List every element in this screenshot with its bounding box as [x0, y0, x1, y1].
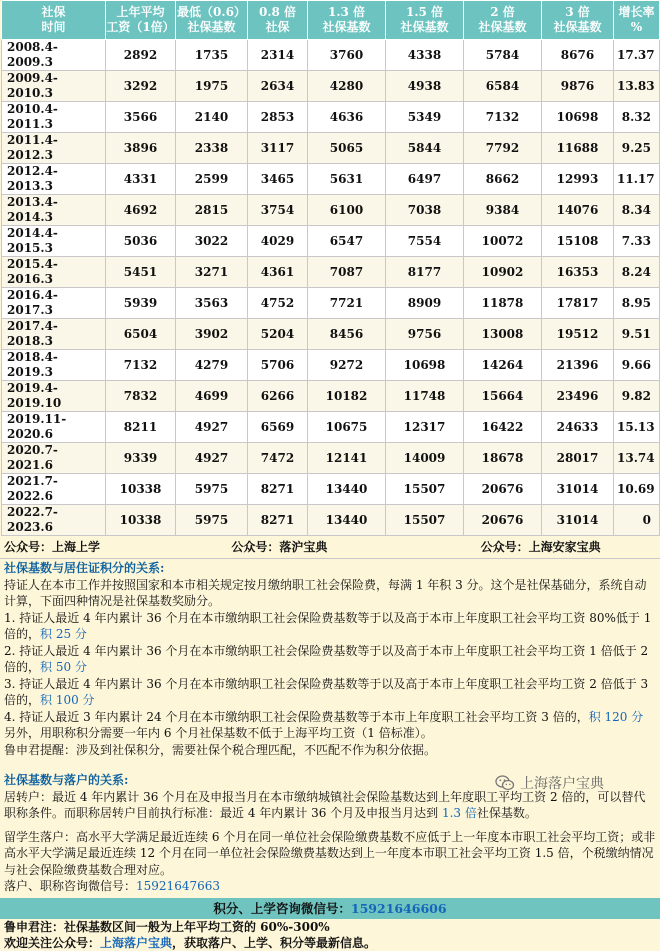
table-cell: 13.83	[614, 71, 660, 102]
table-cell: 20676	[464, 474, 542, 505]
table-cell: 8909	[386, 288, 464, 319]
table-cell: 23496	[542, 381, 614, 412]
table-cell: 2314	[248, 40, 308, 71]
table-cell: 5784	[464, 40, 542, 71]
table-cell: 9.66	[614, 350, 660, 381]
table-cell: 4752	[248, 288, 308, 319]
table-cell: 15507	[386, 474, 464, 505]
points-item-2-score: 积 50 分	[40, 660, 87, 674]
table-cell: 2017.4-2018.3	[2, 319, 106, 350]
table-cell: 14009	[386, 443, 464, 474]
table-cell: 10072	[464, 226, 542, 257]
table-cell: 3022	[176, 226, 248, 257]
table-cell: 4927	[176, 412, 248, 443]
table-cell: 2019.4-2019.10	[2, 381, 106, 412]
table-cell: 2011.4-2012.3	[2, 133, 106, 164]
table-cell: 19512	[542, 319, 614, 350]
table-cell: 2599	[176, 164, 248, 195]
table-row	[2, 350, 660, 381]
table-cell: 2815	[176, 195, 248, 226]
table-cell: 3566	[106, 102, 176, 133]
table-cell: 2010.4-2011.3	[2, 102, 106, 133]
table-cell: 9.51	[614, 319, 660, 350]
column-header: 社保 时间	[2, 1, 106, 40]
table-cell: 7038	[386, 195, 464, 226]
watermark-text: 上海落户宝典	[520, 776, 604, 792]
table-cell: 10338	[106, 505, 176, 536]
table-cell: 11748	[386, 381, 464, 412]
table-cell: 2009.4-2010.3	[2, 71, 106, 102]
table-cell: 2853	[248, 102, 308, 133]
table-cell: 4938	[386, 71, 464, 102]
table-cell: 4692	[106, 195, 176, 226]
table-cell: 8662	[464, 164, 542, 195]
table-cell: 4280	[308, 71, 386, 102]
table-cell: 2020.7-2021.6	[2, 443, 106, 474]
points-item-4-score: 积 120 分	[588, 709, 644, 724]
column-header: 上年平均 工资（1倍）	[106, 1, 176, 40]
hukou-overseas-student: 留学生落户：高水平大学满足最近连续 6 个月在同一单位社会保险缴费基数不应低于上一年度本市职工社会平均工资；或非高水平大学满足最近连续 12 个月在同一单位社会保险缴费基数达到上一年度本市职工社会平均工资 1.5 倍，个税缴纳情况与社会保险缴费基数合理对应。	[4, 829, 656, 877]
table-cell: 2018.4-2019.3	[2, 350, 106, 381]
table-cell: 2016.4-2017.3	[2, 288, 106, 319]
table-cell: 5204	[248, 319, 308, 350]
table-cell: 10698	[542, 102, 614, 133]
table-cell: 14076	[542, 195, 614, 226]
table-row	[2, 195, 660, 226]
points-tip: 鲁申君提醒：涉及到社保积分，需要社保个税合理匹配，不匹配不作为积分依据。	[4, 742, 437, 757]
table-cell: 3292	[106, 71, 176, 102]
table-cell: 2012.4-2013.3	[2, 164, 106, 195]
table-cell: 6584	[464, 71, 542, 102]
table-cell: 17.37	[614, 40, 660, 71]
table-cell: 10182	[308, 381, 386, 412]
footer-account-name: 上海落户宝典	[100, 935, 173, 950]
table-cell: 5451	[106, 257, 176, 288]
points-intro: 持证人在本市工作并按照国家和本市相关规定按月缴纳职工社会保险费，每满 1 年积 3 分。这个是社保基础分，系统自动计算，下面四种情况是社保基数奖励分。	[4, 577, 647, 608]
table-cell: 6100	[308, 195, 386, 226]
consult-banner: 积分、上学咨询微信号：15921646606	[0, 898, 660, 919]
table-cell: 5065	[308, 133, 386, 164]
table-cell: 3271	[176, 257, 248, 288]
table-cell: 2015.4-2016.3	[2, 257, 106, 288]
table-cell: 4361	[248, 257, 308, 288]
hukou-contact: 落户、职称咨询微信号：15921647663	[4, 879, 220, 893]
table-row	[2, 257, 660, 288]
table-cell: 6497	[386, 164, 464, 195]
table-row	[2, 288, 660, 319]
table-cell: 3465	[248, 164, 308, 195]
table-cell: 3896	[106, 133, 176, 164]
table-row	[2, 164, 660, 195]
table-cell: 5706	[248, 350, 308, 381]
table-cell: 7132	[464, 102, 542, 133]
table-cell: 16422	[464, 412, 542, 443]
table-cell: 3902	[176, 319, 248, 350]
table-cell: 9272	[308, 350, 386, 381]
table-cell: 7721	[308, 288, 386, 319]
table-header-row	[2, 1, 660, 40]
table-cell: 13.74	[614, 443, 660, 474]
table-cell: 31014	[542, 474, 614, 505]
table-cell: 5036	[106, 226, 176, 257]
table-row	[2, 474, 660, 505]
table-cell: 8676	[542, 40, 614, 71]
table-cell: 7832	[106, 381, 176, 412]
social-security-table	[1, 0, 660, 536]
hukou-residence-transfer: 居转户：最近 4 年内累计 36 个月在及申报当月在本市缴纳城镇社会保险基数达到上年度职工平均工资 2 倍的，可以替代职称条件。而职称居转户目前执行标准：最近 4 年内累计 36 个月及申报当月达到 1.3 倍社保基数。	[4, 789, 646, 820]
table-cell: 2021.7-2022.6	[2, 474, 106, 505]
table-cell: 0	[614, 505, 660, 536]
table-cell: 4636	[308, 102, 386, 133]
table-cell: 4029	[248, 226, 308, 257]
table-cell: 9384	[464, 195, 542, 226]
table-cell: 1975	[176, 71, 248, 102]
table-cell: 2338	[176, 133, 248, 164]
table-cell: 9756	[386, 319, 464, 350]
table-cell: 8.95	[614, 288, 660, 319]
table-cell: 2022.7-2023.6	[2, 505, 106, 536]
table-cell: 6504	[106, 319, 176, 350]
table-cell: 3117	[248, 133, 308, 164]
table-cell: 7087	[308, 257, 386, 288]
table-cell: 6569	[248, 412, 308, 443]
table-cell: 15507	[386, 505, 464, 536]
points-item-3-score: 积 100 分	[40, 693, 95, 707]
footer-note: 鲁申君注：社保基数区间一般为上年平均工资的 60%-300%	[4, 919, 330, 934]
hukou-section-title: 社保基数与落户的关系:	[4, 773, 129, 787]
table-cell: 8.32	[614, 102, 660, 133]
table-cell: 10338	[106, 474, 176, 505]
table-cell: 4699	[176, 381, 248, 412]
table-row	[2, 443, 660, 474]
table-cell: 2892	[106, 40, 176, 71]
table-cell: 16353	[542, 257, 614, 288]
table-cell: 11878	[464, 288, 542, 319]
points-section-title: 社保基数与居住证积分的关系:	[4, 561, 165, 575]
table-row	[2, 226, 660, 257]
column-header: 1.3 倍 社保基数	[308, 1, 386, 40]
table-cell: 14264	[464, 350, 542, 381]
consult-number: 15921646606	[350, 900, 447, 916]
table-cell: 4338	[386, 40, 464, 71]
table-cell: 9.25	[614, 133, 660, 164]
table-cell: 8.24	[614, 257, 660, 288]
table-cell: 3563	[176, 288, 248, 319]
table-cell: 24633	[542, 412, 614, 443]
table-cell: 7132	[106, 350, 176, 381]
public-account-3: 公众号：上海安家宝典	[480, 540, 601, 554]
table-cell: 9339	[106, 443, 176, 474]
table-body	[2, 40, 660, 536]
table-cell: 2140	[176, 102, 248, 133]
table-cell: 5975	[176, 505, 248, 536]
table-cell: 5844	[386, 133, 464, 164]
table-cell: 11.17	[614, 164, 660, 195]
table-row	[2, 319, 660, 350]
table-cell: 5349	[386, 102, 464, 133]
hukou-highlight: 1.3 倍	[441, 806, 477, 820]
table-cell: 2634	[248, 71, 308, 102]
footer	[0, 919, 660, 951]
table-row	[2, 71, 660, 102]
table-cell: 6547	[308, 226, 386, 257]
column-header: 最低（0.6） 社保基数	[176, 1, 248, 40]
table-cell: 28017	[542, 443, 614, 474]
table-cell: 17817	[542, 288, 614, 319]
table-cell: 5631	[308, 164, 386, 195]
table-cell: 13440	[308, 474, 386, 505]
table-cell: 10698	[386, 350, 464, 381]
watermark	[495, 773, 604, 793]
table-cell: 4279	[176, 350, 248, 381]
column-header: 0.8 倍 社保	[248, 1, 308, 40]
table-cell: 7.33	[614, 226, 660, 257]
points-item-4: 4. 持证人最近 3 年内累计 24 个月在本市缴纳职工社会保险费基数等于本市上年度职工社会平均工资 3 倍的，积 120 分	[4, 709, 644, 724]
table-row	[2, 102, 660, 133]
table-cell: 2008.4-2009.3	[2, 40, 106, 71]
table-cell: 15108	[542, 226, 614, 257]
table-cell: 13008	[464, 319, 542, 350]
column-header: 增长率 %	[614, 1, 660, 40]
table-cell: 8.34	[614, 195, 660, 226]
table-row	[2, 133, 660, 164]
points-section	[0, 559, 660, 758]
table-row	[2, 412, 660, 443]
table-cell: 15.13	[614, 412, 660, 443]
table-cell: 18678	[464, 443, 542, 474]
table-cell: 12993	[542, 164, 614, 195]
table-cell: 4927	[176, 443, 248, 474]
table-cell: 21396	[542, 350, 614, 381]
public-accounts-row	[0, 536, 660, 559]
table-cell: 7554	[386, 226, 464, 257]
table-cell: 13440	[308, 505, 386, 536]
table-cell: 8271	[248, 474, 308, 505]
table-cell: 2014.4-2015.3	[2, 226, 106, 257]
table-cell: 15664	[464, 381, 542, 412]
column-header: 2 倍 社保基数	[464, 1, 542, 40]
wechat-icon	[495, 775, 515, 791]
table-row	[2, 505, 660, 536]
table-cell: 5975	[176, 474, 248, 505]
footer-welcome: 欢迎关注公众号：上海落户宝典，获取落户、上学、积分等最新信息。	[4, 935, 377, 950]
table-cell: 12141	[308, 443, 386, 474]
table-row	[2, 40, 660, 71]
table-cell: 7472	[248, 443, 308, 474]
table-cell: 1735	[176, 40, 248, 71]
points-item-1: 1. 持证人最近 4 年内累计 36 个月在本市缴纳职工社会保险费基数等于以及高于本市上年度职工社会平均工资 80%低于 1 倍的，积 25 分	[4, 610, 652, 641]
table-cell: 7792	[464, 133, 542, 164]
table-cell: 8456	[308, 319, 386, 350]
table-cell: 9.82	[614, 381, 660, 412]
table-cell: 20676	[464, 505, 542, 536]
table-cell: 2019.11-2020.6	[2, 412, 106, 443]
points-other-note: 另外，用职称积分需要一年内 6 个月社保基数不低于上海平均工资（1 倍标准）。	[4, 726, 433, 740]
table-cell: 12317	[386, 412, 464, 443]
table-cell: 2013.4-2014.3	[2, 195, 106, 226]
table-cell: 31014	[542, 505, 614, 536]
table-cell: 8177	[386, 257, 464, 288]
table-cell: 4331	[106, 164, 176, 195]
public-account-1: 公众号：上海上学	[4, 540, 101, 554]
table-cell: 8211	[106, 412, 176, 443]
table-cell: 5939	[106, 288, 176, 319]
column-header: 1.5 倍 社保基数	[386, 1, 464, 40]
table-cell: 8271	[248, 505, 308, 536]
points-item-3: 3. 持证人最近 4 年内累计 36 个月在本市缴纳职工社会保险费基数等于以及高于本市上年度职工社会平均工资 2 倍低于 3 倍的，积 100 分	[4, 676, 649, 707]
table-cell: 10902	[464, 257, 542, 288]
table-cell: 6266	[248, 381, 308, 412]
column-header: 3 倍 社保基数	[542, 1, 614, 40]
points-item-2: 2. 持证人最近 4 年内累计 36 个月在本市缴纳职工社会保险费基数等于以及高于本市上年度职工社会平均工资 1 倍低于 2 倍的，积 50 分	[4, 643, 649, 674]
table-cell: 9876	[542, 71, 614, 102]
table-cell: 11688	[542, 133, 614, 164]
table-cell: 10675	[308, 412, 386, 443]
table-row	[2, 381, 660, 412]
table-cell: 3754	[248, 195, 308, 226]
table-cell: 10.69	[614, 474, 660, 505]
public-account-2: 公众号：落沪宝典	[231, 540, 328, 554]
points-item-1-score: 积 25 分	[40, 627, 87, 641]
table-cell: 3760	[308, 40, 386, 71]
hukou-contact-number: 15921647663	[136, 879, 220, 893]
